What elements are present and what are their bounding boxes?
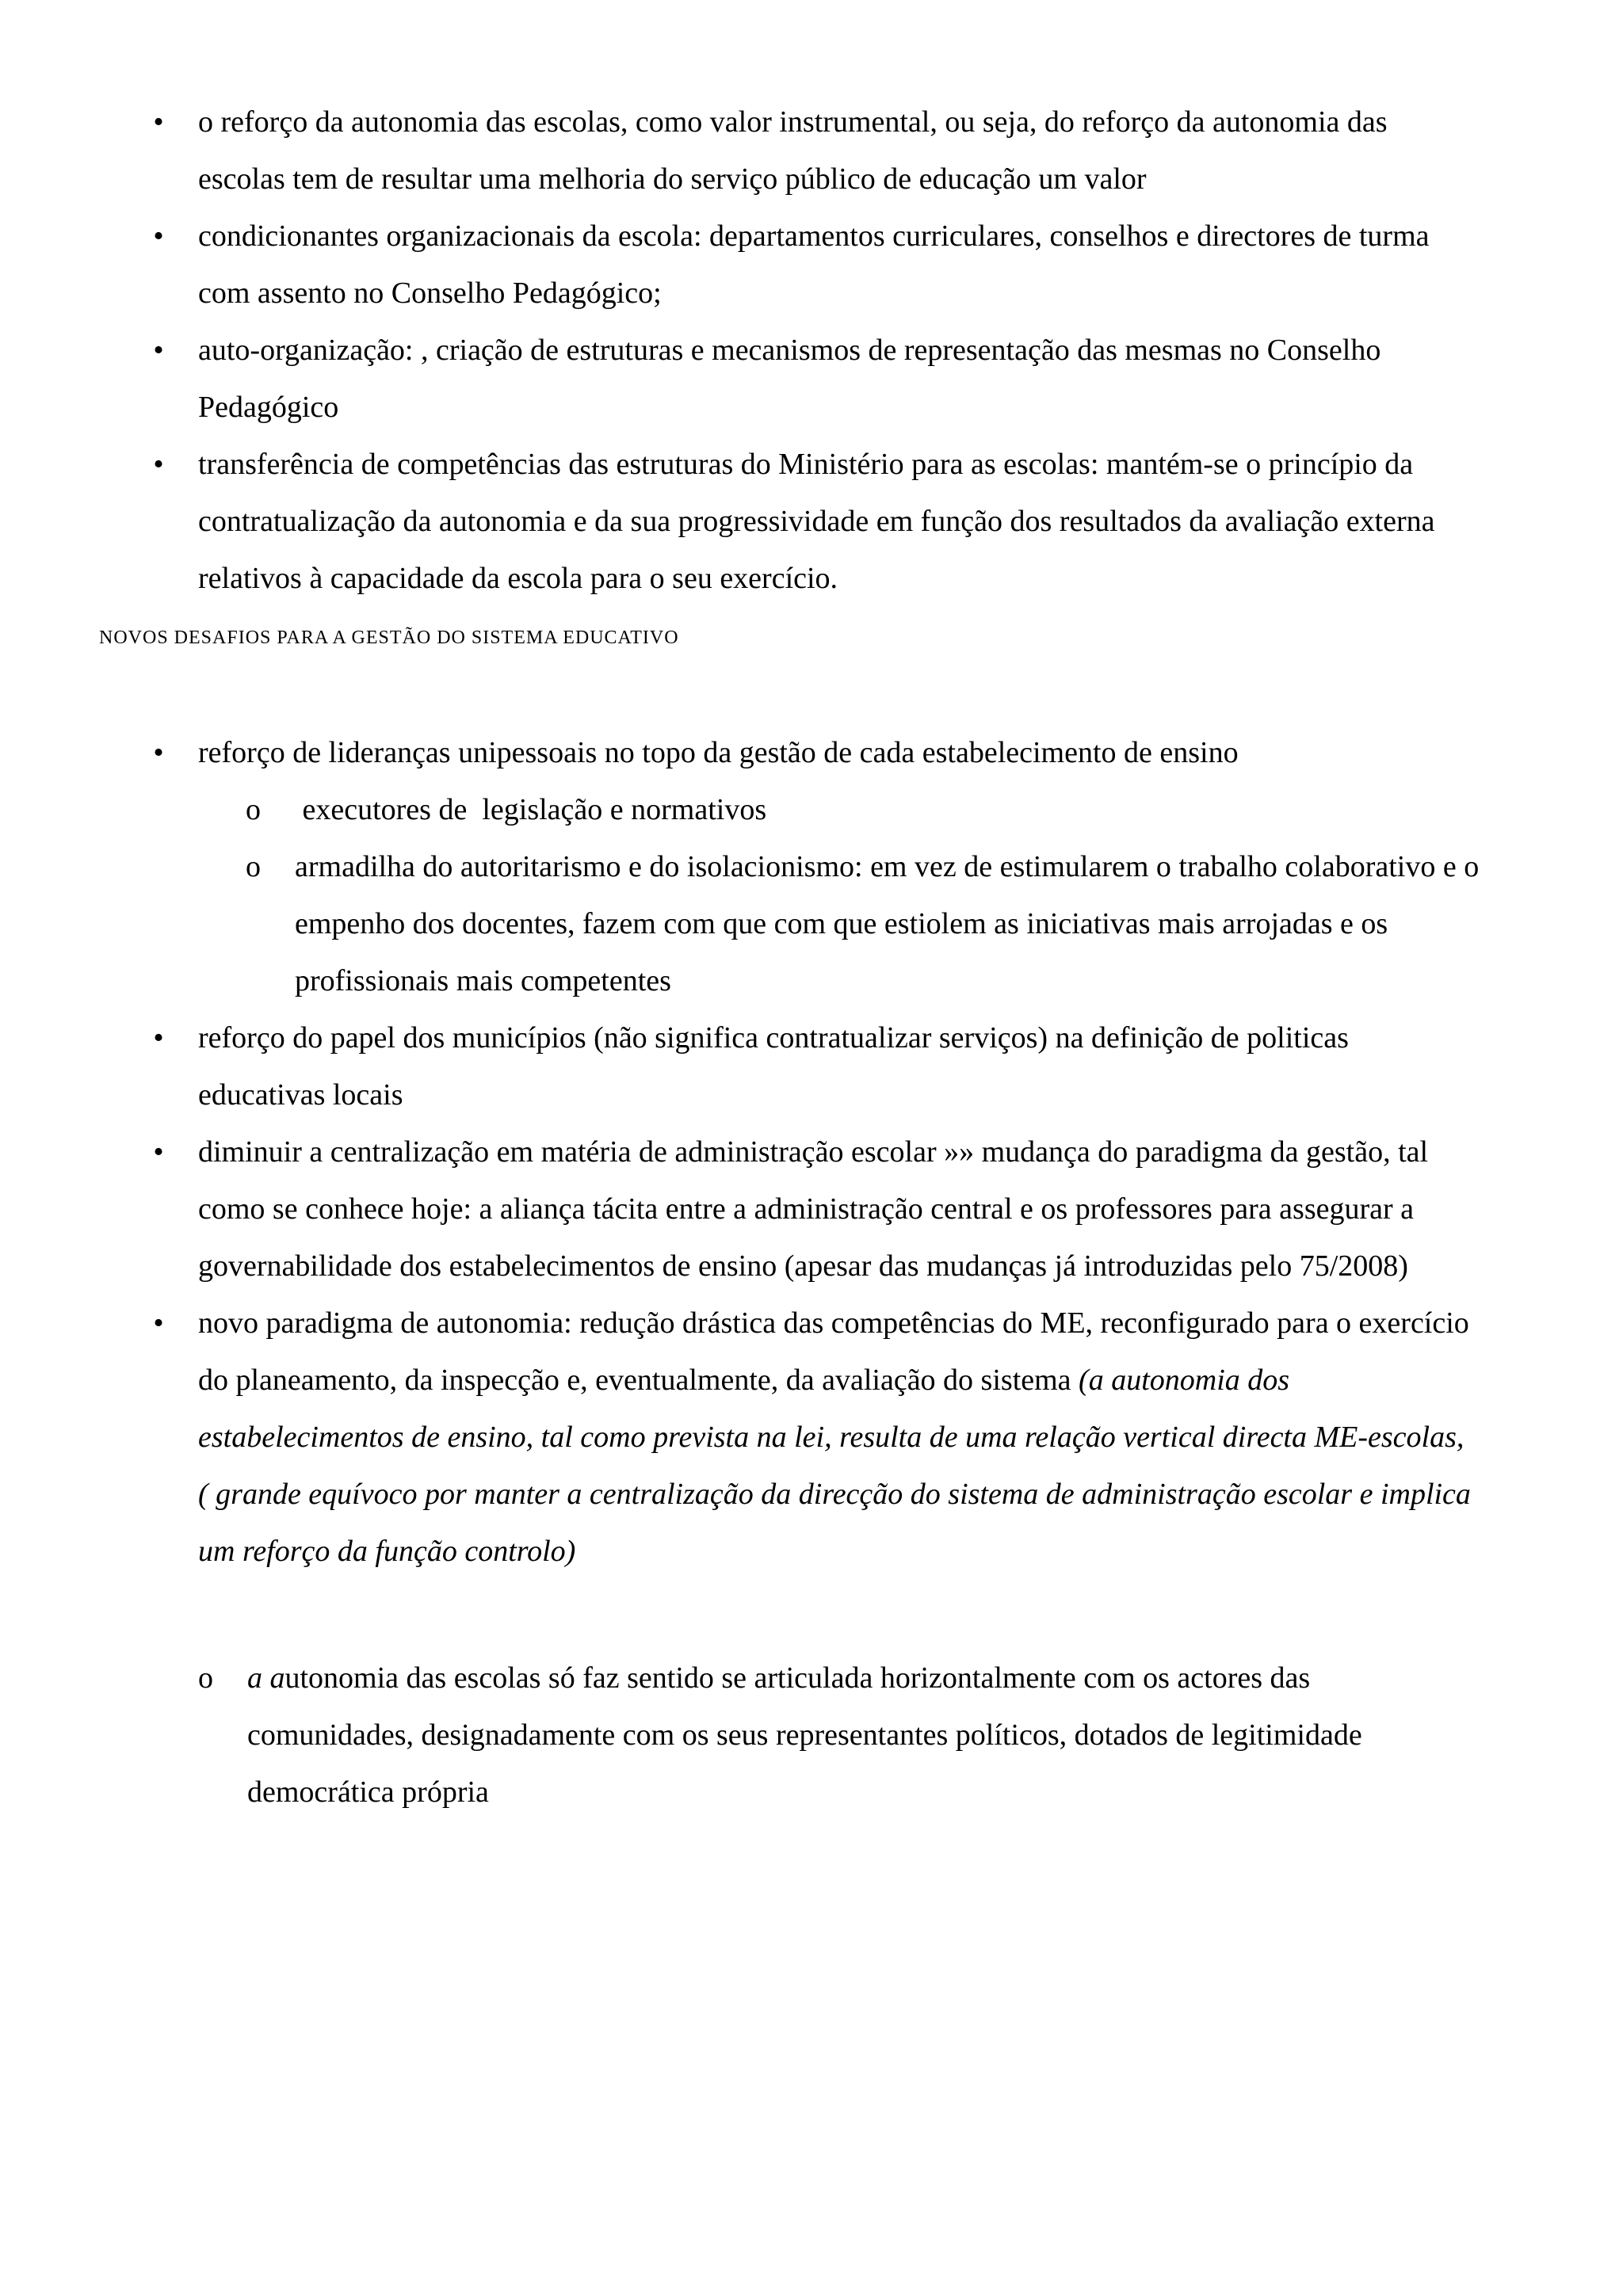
- sub-list-item: [198, 838, 1480, 1009]
- list-item: [0, 208, 1623, 322]
- sub-list-item-text: [247, 1661, 1362, 1809]
- list-item: [0, 93, 1623, 208]
- sub-list-item-body: utonomia das escolas só faz sentido se articulada horizontalmente com os actores das comunidades, designadamente com os seus representantes políticos, dotados de legitimidade democrática própria: [247, 1661, 1362, 1809]
- bullet-icon: •: [153, 1135, 164, 1169]
- bullet-icon: •: [153, 448, 164, 481]
- bullet-icon: •: [153, 105, 164, 139]
- list-item: [0, 1295, 1623, 1580]
- sub-bullet-icon: o: [246, 850, 261, 883]
- sub-bullet-icon: o: [198, 1661, 213, 1695]
- list-item: [0, 436, 1623, 607]
- bullet-icon: •: [153, 736, 164, 769]
- sub-list: [198, 781, 1480, 1009]
- list-item-text: auto-organização: , criação de estruturas e mecanismos de representação das mesmas no Conselho Pedagógico: [198, 334, 1381, 424]
- bullet-icon: •: [153, 334, 164, 367]
- list-item-text: reforço de lideranças unipessoais no topo da gestão de cada estabelecimento de ensino: [198, 736, 1239, 769]
- sub-list-item-text: executores de legislação e normativos: [295, 793, 767, 826]
- list-item: [0, 322, 1623, 436]
- list-item-italic-text: (a autonomia dos estabelecimentos de ensino, tal como prevista na lei, resulta de uma relação vertical directa ME-escolas, ( grande equívoco por manter a centralização da direcção do sistema de administração escolar e implica um reforço da função controlo): [198, 1363, 1471, 1568]
- bullet-icon: •: [153, 219, 164, 253]
- bullet-icon: •: [153, 1306, 164, 1340]
- sub-list-item: [0, 1650, 1623, 1821]
- bullet-icon: •: [153, 1021, 164, 1055]
- sub-bullet-icon: o: [246, 793, 261, 826]
- sub-list-item-text: armadilha do autoritarismo e do isolacionismo: em vez de estimularem o trabalho colaborativo e o empenho dos docentes, fazem com que com que estiolem as iniciativas mais arrojadas e os profissionais mais competentes: [295, 850, 1480, 997]
- list-item-text: transferência de competências das estruturas do Ministério para as escolas: mantém-se o princípio da contratualização da autonomia e da sua progressividade em função dos resultados da avaliação externa relativos à capacidade da escola para o seu exercício.: [198, 448, 1435, 595]
- list-item-text: diminuir a centralização em matéria de administração escolar »» mudança do paradigma da gestão, tal como se conhece hoje: a aliança tácita entre a administração central e os professores para assegurar a governabilidade dos estabelecimentos de ensino (apesar das mudanças já introduzidas pelo 75/2008): [198, 1135, 1429, 1283]
- challenges-list: [0, 724, 1623, 1580]
- sub-list-item: [198, 781, 1480, 838]
- list-item-text: o reforço da autonomia das escolas, como valor instrumental, ou seja, do reforço da autonomia das escolas tem de resultar uma melhoria do serviço público de educação um valor: [198, 105, 1388, 196]
- list-item-text: condicionantes organizacionais da escola: departamentos curriculares, conselhos e directores de turma com assento no Conselho Pedagógico;: [198, 219, 1430, 310]
- list-item: [0, 1009, 1623, 1123]
- section-heading: NOVOS DESAFIOS PARA A GESTÃO DO SISTEMA EDUCATIVO: [99, 627, 679, 648]
- list-item: [0, 1123, 1623, 1295]
- list-item-text: reforço do papel dos municípios (não significa contratualizar serviços) na definição de politicas educativas locais: [198, 1021, 1349, 1112]
- list-item-text: novo paradigma de autonomia: redução drástica das competências do ME, reconfigurado para o exercício do planeamento, da inspecção e, eventualmente, da avaliação do sistema: [198, 1306, 1469, 1397]
- list-item: [0, 724, 1623, 1009]
- sub-italic-prefix: a a: [247, 1661, 285, 1695]
- autonomy-list: [0, 93, 1623, 607]
